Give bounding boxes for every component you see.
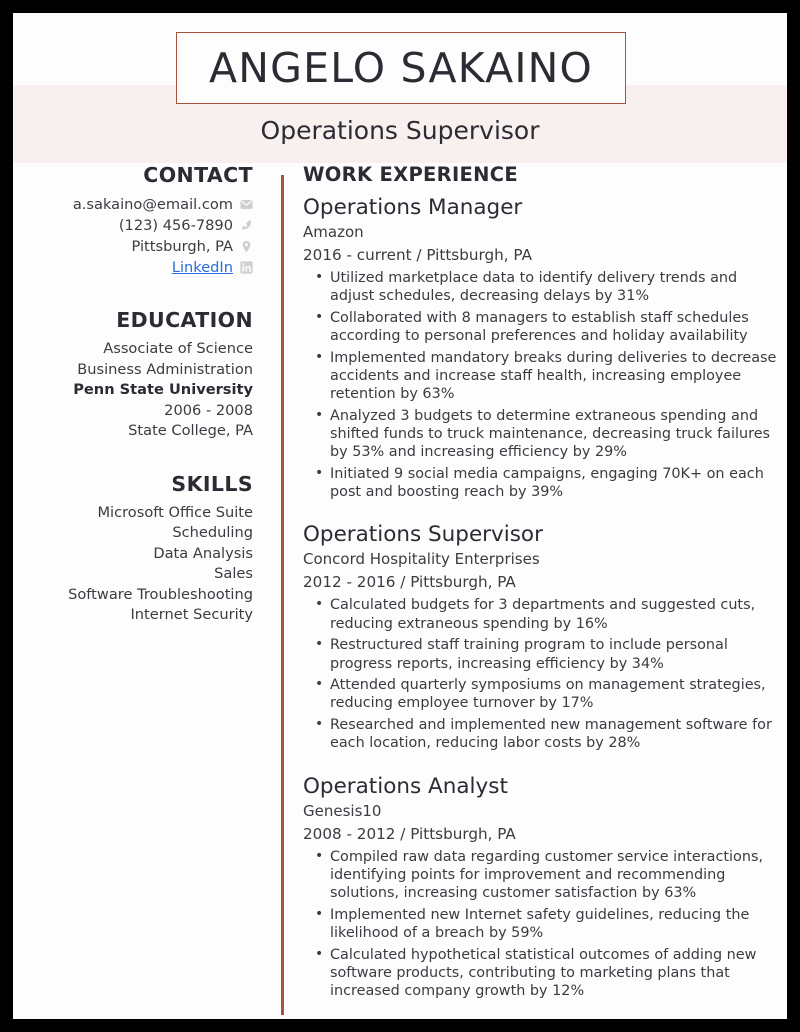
skill-item: Data Analysis <box>153 544 253 562</box>
education-line: Business Administration <box>77 360 253 378</box>
contact-item-label: Pittsburgh, PA <box>131 238 233 255</box>
skill-item: Software Troubleshooting <box>68 585 253 603</box>
map-pin-icon <box>240 240 253 253</box>
job-title: Operations Manager <box>303 195 523 220</box>
contact-list <box>13 194 253 278</box>
job-entry <box>303 195 777 501</box>
linkedin-icon <box>240 261 253 274</box>
job-dates-location: 2016 - current / Pittsburgh, PA <box>303 246 532 264</box>
contact-item-label[interactable]: LinkedIn <box>171 259 233 276</box>
contact-item-linkedin[interactable] <box>13 257 253 278</box>
phone-icon <box>240 219 253 232</box>
job-title: Operations Supervisor <box>303 522 543 548</box>
education-line: Associate of Science <box>103 340 253 357</box>
education-line: Penn State University <box>73 381 253 398</box>
job-bullet: • Utilized marketplace data to identify delivery trends and adjust schedules, decreasing delays by 31% <box>303 269 777 305</box>
column-divider <box>281 175 284 1015</box>
skill-item: Scheduling <box>172 524 253 541</box>
job-company: Amazon <box>303 223 364 241</box>
resume-page <box>13 13 787 1019</box>
job-dates-location: 2008 - 2012 / Pittsburgh, PA <box>303 824 516 843</box>
job-company: Genesis10 <box>303 801 382 820</box>
contact-heading: CONTACT <box>143 163 253 187</box>
skill-item: Internet Security <box>130 606 253 623</box>
job-entry <box>303 522 777 752</box>
jobs-list <box>303 195 777 1000</box>
job-bullet: • Compiled raw data regarding customer service interactions, identifying points for improvement and recommending solutions, increasing customer satisfaction by 63% <box>303 848 777 903</box>
work-experience-section <box>303 163 777 1019</box>
contact-item-label: (123) 456-7890 <box>118 217 233 234</box>
contact-item-phone <box>13 215 253 236</box>
job-company: Concord Hospitality Enterprises <box>303 550 540 569</box>
job-bullet-list <box>303 269 777 501</box>
envelope-icon <box>240 198 253 211</box>
education-line: State College, PA <box>128 422 253 439</box>
education-list <box>13 339 253 442</box>
job-dates-location: 2012 - 2016 / Pittsburgh, PA <box>303 573 516 592</box>
work-experience-heading: WORK EXPERIENCE <box>303 163 519 186</box>
job-bullet: • Calculated hypothetical statistical outcomes of adding new software products, contributing to marketing plans that increased company growth by 12% <box>303 946 777 1001</box>
education-heading: EDUCATION <box>116 308 253 332</box>
job-bullet: • Calculated budgets for 3 departments and suggested cuts, reducing extraneous spending by 16% <box>303 596 777 632</box>
skill-item: Sales <box>214 565 253 582</box>
name-box <box>176 32 626 104</box>
job-entry <box>303 774 777 1001</box>
contact-item-label: a.sakaino@email.com <box>72 196 233 213</box>
job-bullet: • Restructured staff training program to include personal progress reports, increasing efficiency by 34% <box>303 636 777 672</box>
skills-heading: SKILLS <box>171 471 253 496</box>
skill-item: Microsoft Office Suite <box>97 503 253 521</box>
skills-list <box>13 503 253 626</box>
job-bullet-list <box>303 848 777 1001</box>
page-title: ANGELO SAKAINO <box>209 44 593 92</box>
job-bullet: • Researched and implemented new management software for each location, reducing labor costs by 28% <box>303 716 777 752</box>
contact-item-envelope <box>13 194 253 215</box>
contact-item-map-pin <box>13 236 253 257</box>
job-bullet: • Implemented mandatory breaks during deliveries to decrease accidents and increase staff health, increasing employee retention by 63% <box>303 349 777 404</box>
job-bullet: • Initiated 9 social media campaigns, engaging 70K+ on each post and boosting reach by 39% <box>303 465 777 501</box>
job-bullet: • Implemented new Internet safety guidelines, reducing the likelihood of a breach by 59% <box>303 906 777 942</box>
education-line: 2006 - 2008 <box>164 401 253 419</box>
job-bullet: • Collaborated with 8 managers to establish staff schedules according to personal preferences and holiday availability <box>303 309 777 345</box>
job-bullet-list <box>303 596 777 752</box>
job-subtitle: Operations Supervisor <box>260 116 540 145</box>
job-bullet: • Analyzed 3 budgets to determine extraneous spending and shifted funds to truck maintenance, decreasing truck failures by 53% and increasing efficiency by 29% <box>303 407 777 462</box>
job-bullet: • Attended quarterly symposiums on management strategies, reducing employee turnover by 17% <box>303 676 777 712</box>
job-title: Operations Analyst <box>303 773 508 799</box>
sidebar <box>13 163 265 626</box>
resume-body <box>13 163 787 1019</box>
